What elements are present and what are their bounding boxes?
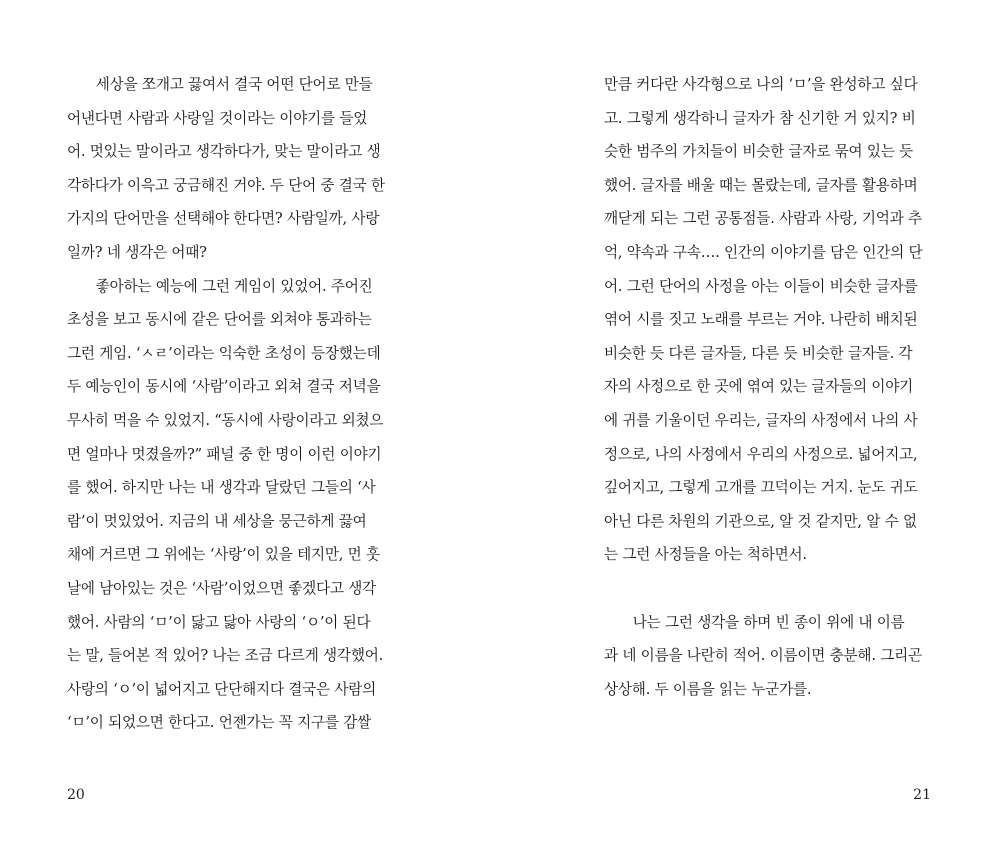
text-line: 는 말, 들어본 적 있어? 나는 조금 다르게 생각했어.: [67, 647, 384, 665]
text-line: 람’이 멋있었어. 지금의 내 세상을 뭉근하게 끓여: [67, 512, 367, 530]
text-line: 했어. 사람의 ‘ㅁ’이 닳고 닳아 사랑의 ‘ㅇ’이 된다: [67, 613, 371, 631]
text-line: 상상해. 두 이름을 읽는 누군가를.: [604, 680, 812, 698]
text-line: 두 예능인이 동시에 ‘사람’이라고 외쳐 결국 저녁을: [67, 378, 381, 396]
text-line: 무사히 먹을 수 있었지. “동시에 사랑이라고 외쳤으: [67, 411, 384, 429]
text-line: 했어. 글자를 배울 때는 몰랐는데, 글자를 활용하며: [604, 176, 918, 194]
text-line: 세상을 쪼개고 끓여서 결국 어떤 단어로 만들: [67, 76, 373, 93]
text-line: 만큼 커다란 사각형으로 나의 ‘ㅁ’을 완성하고 싶다: [604, 76, 918, 93]
text-line: 정으로, 나의 사정에서 우리의 사정으로. 넓어지고,: [604, 445, 918, 463]
text-line: 슷한 범주의 가치들이 비슷한 글자로 묶여 있는 듯: [604, 143, 914, 161]
text-line: ‘ㅁ’이 되었으면 한다고. 언젠가는 꼭 지구를 감쌀: [67, 714, 372, 732]
text-line: 자의 사정으로 한 곳에 엮여 있는 글자들의 이야기: [604, 378, 914, 396]
left-page-text: [67, 68, 395, 740]
text-line: 좋아하는 예능에 그런 게임이 있었어. 주어진: [67, 277, 373, 295]
text-line: 그런 게임. ‘ㅅㄹ’이라는 익숙한 초성이 등장했는데: [67, 344, 381, 362]
text-line: 채에 거르면 그 위에는 ‘사랑’이 있을 테지만, 먼 훗: [67, 546, 380, 564]
text-line: 면 얼마나 멋졌을까?” 패널 중 한 명이 이런 이야기: [67, 445, 382, 463]
text-line: 아닌 다른 차원의 기관으로, 알 것 같지만, 알 수 없: [604, 512, 917, 530]
text-line: 고. 그렇게 생각하니 글자가 참 신기한 거 있지? 비: [604, 109, 916, 127]
right-page-number: 21: [913, 787, 931, 803]
text-line: 사랑의 ‘ㅇ’이 넓어지고 단단해지다 결국은 사람의: [67, 680, 377, 698]
text-line: 깊어지고, 그렇게 고개를 끄덕이는 거지. 눈도 귀도: [604, 479, 918, 497]
text-line: 각하다가 이윽고 궁금해진 거야. 두 단어 중 결국 한: [67, 176, 385, 194]
text-line: 초성을 보고 동시에 같은 단어를 외쳐야 통과하는: [67, 311, 372, 329]
text-line: 어. 멋있는 말이라고 생각하다가, 맞는 말이라고 생: [67, 143, 381, 161]
text-line: 나는 그런 생각을 하며 빈 종이 위에 내 이름: [604, 613, 905, 631]
text-line: 에 귀를 기울이던 우리는, 글자의 사정에서 나의 사: [604, 411, 918, 429]
text-line: 엮어 시를 짓고 노래를 부르는 거야. 나란히 배치된: [604, 311, 918, 329]
right-page-text: [604, 68, 932, 706]
text-line: 비슷한 듯 다른 글자들, 다른 듯 비슷한 글자들. 각: [604, 344, 913, 362]
text-line: 어. 그런 단어의 사정을 아는 이들이 비슷한 글자를: [604, 277, 918, 295]
left-page-number: 20: [67, 787, 85, 803]
text-line: 날에 남아있는 것은 ‘사람’이었으면 좋겠다고 생각: [67, 579, 377, 597]
text-line: 일까? 네 생각은 어때?: [67, 243, 207, 261]
text-line: 가지의 단어만을 선택해야 한다면? 사람일까, 사랑: [67, 210, 380, 228]
text-line: 억, 약속과 구속…. 인간의 이야기를 담은 인간의 단: [604, 243, 923, 261]
text-line: [604, 572, 932, 606]
text-line: 어낸다면 사람과 사랑일 것이라는 이야기를 들었: [67, 109, 368, 127]
text-line: 깨닫게 되는 그런 공통점들. 사람과 사랑, 기억과 추: [604, 210, 922, 228]
right-page: [500, 0, 1000, 848]
text-line: 를 했어. 하지만 나는 내 생각과 달랐던 그들의 ‘사: [67, 479, 376, 497]
text-line: 는 그런 사정들을 아는 척하면서.: [604, 546, 807, 564]
text-line: 과 네 이름을 나란히 적어. 이름이면 충분해. 그리곤: [604, 647, 922, 665]
